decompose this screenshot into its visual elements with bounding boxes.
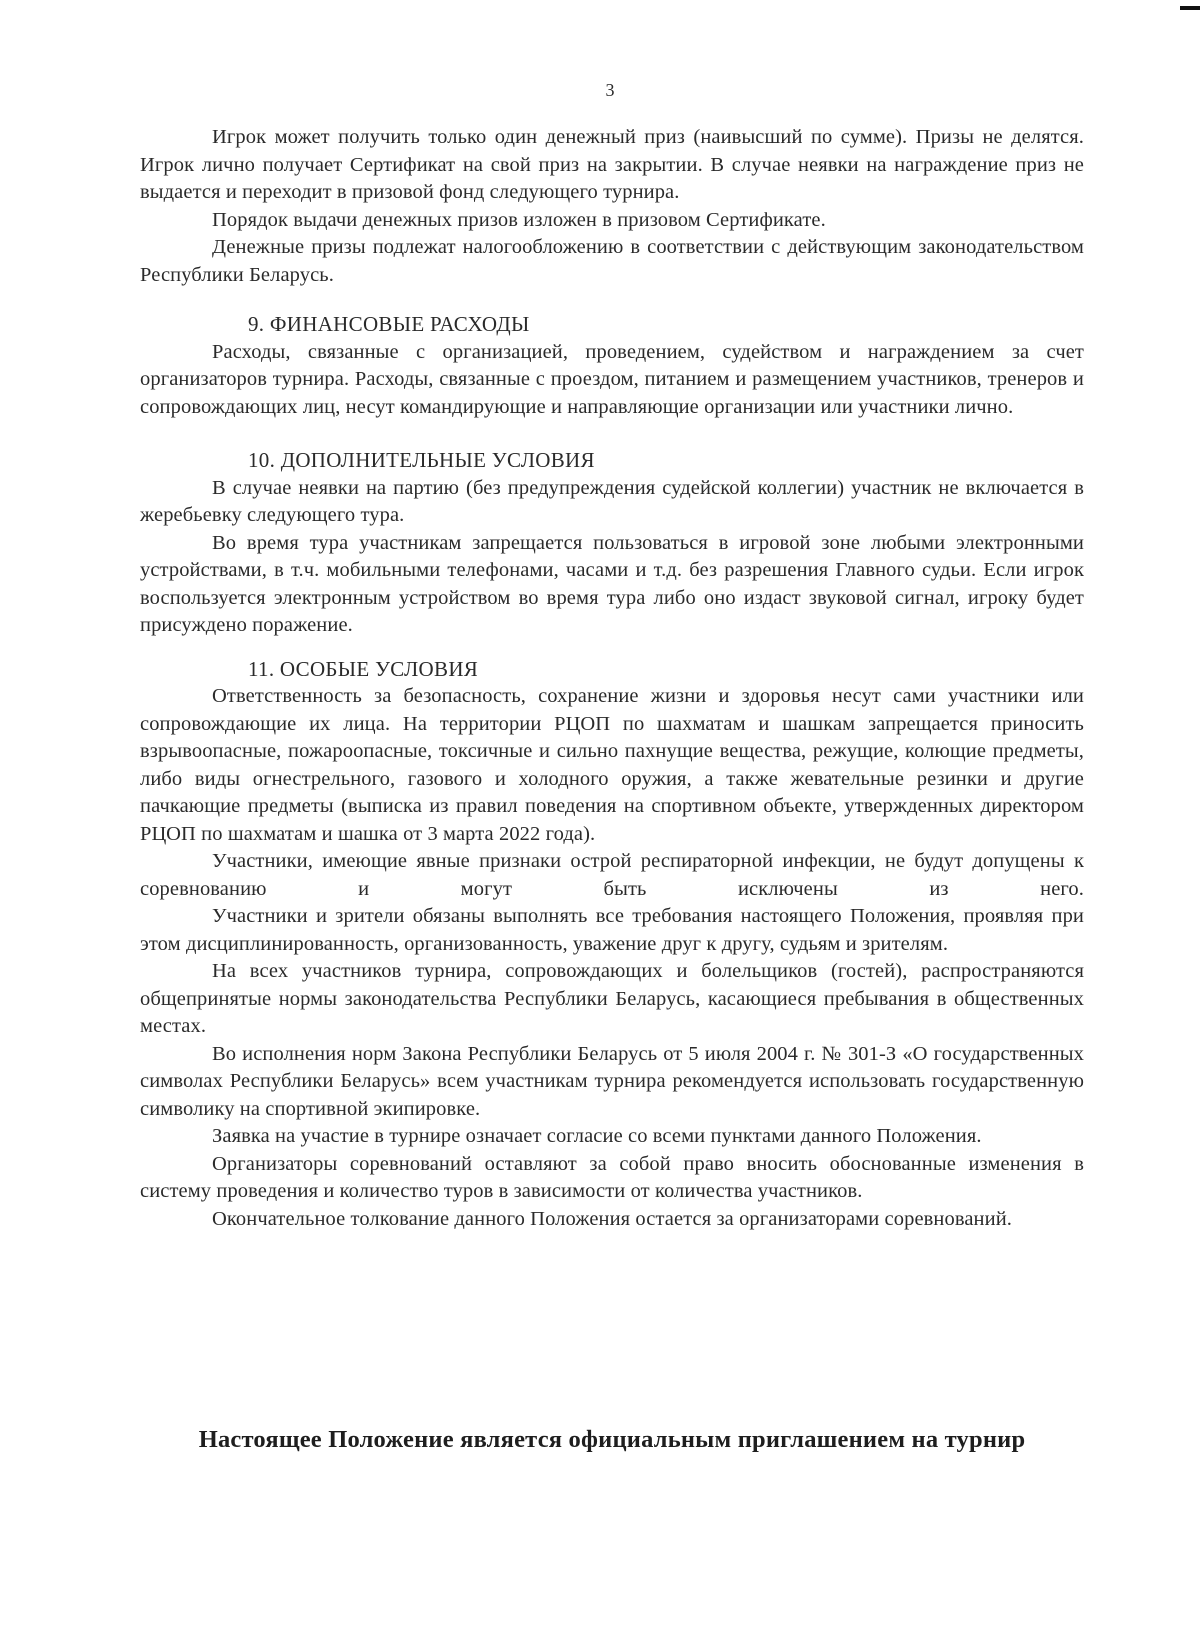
section-paragraph: Участники и зрители обязаны выполнять все требования настоящего Положения, проявляя при этом дисциплинированность, организованность, уважение друг к другу, судьям и зрителям. — [140, 905, 1084, 955]
section-paragraph: Участники, имеющие явные признаки острой респираторной инфекции, не будут допущены к соревнованию и могут быть исключены из него. — [140, 850, 1084, 900]
prize-rules — [140, 124, 1084, 289]
section-paragraph: Окончательное толкование данного Положения остается за организаторами соревнований. — [212, 1207, 1012, 1230]
closing-statement: Настоящее Положение является официальным приглашением на турнир — [198, 1426, 1026, 1453]
section-heading: 11. ОСОБЫЕ УСЛОВИЯ — [248, 656, 479, 681]
page-number: 3 — [605, 80, 615, 100]
section-paragraph: Заявка на участие в турнире означает согласие со всеми пунктами данного Положения. — [212, 1125, 982, 1147]
intro-paragraph: Порядок выдачи денежных призов изложен в призовом Сертификате. — [212, 208, 826, 231]
section-additional-conditions — [140, 447, 1084, 640]
section-paragraph: Во время тура участникам запрещается пользоваться в игровой зоне любыми электронными устройствами, в т.ч. мобильными телефонами, часами и т.д. без разрешения Главного судьи. Если игрок воспользуется электронным устройством во время тура либо оно издаст звуковой сигнал, игроку будет присуждено поражение. — [140, 531, 1084, 636]
section-financial-expenses — [140, 311, 1084, 421]
section-paragraph: На всех участников турнира, сопровождающих и болельщиков (гостей), распространяются общепринятые нормы законодательства Республики Беларусь, касающиеся пребывания в общественных местах. — [140, 960, 1084, 1037]
section-paragraph: Организаторы соревнований оставляют за собой право вносить обоснованные изменения в систему проведения и количество туров в зависимости от количества участников. — [140, 1152, 1084, 1202]
scan-edge-mark — [1180, 6, 1200, 10]
section-paragraph: Ответственность за безопасность, сохранение жизни и здоровья несут сами участники или сопровождающие их лица. На территории РЦОП по шахматам и шашкам запрещается приносить взрывоопасные, пожароопасные, токсичные и сильно пахнущие вещества, режущие, колющие предметы, либо виды огнестрельного, газового и холодного оружия, а также жевательные резинки и другие пачкающие предметы (выписка из правил поведения на спортивном объекте, утвержденных директором РЦОП по шахматам и шашка от 3 марта 2022 года). — [140, 685, 1084, 845]
section-heading: 9. ФИНАНСОВЫЕ РАСХОДЫ — [248, 312, 530, 336]
section-special-conditions — [140, 656, 1084, 1234]
section-paragraph: Во исполнения норм Закона Республики Беларусь от 5 июля 2004 г. № 301-З «О государственных символах Республики Беларусь» всем участникам турнира рекомендуется использовать государственную символику на спортивной экипировке. — [140, 1042, 1084, 1120]
intro-paragraph: Игрок может получить только один денежный приз (наивысший по сумме). Призы не делятся. Игрок лично получает Сертификат на свой приз на закрытии. В случае неявки на награждение приз не выдается и переходит в призовой фонд следующего турнира. — [140, 126, 1084, 203]
section-paragraph: В случае неявки на партию (без предупреждения судейской коллегии) участник не включается в жеребьевку следующего тура. — [140, 476, 1084, 526]
section-heading: 10. ДОПОЛНИТЕЛЬНЫЕ УСЛОВИЯ — [248, 448, 595, 472]
intro-paragraph: Денежные призы подлежат налогообложению в соответствии с действующим законодательством Республики Беларусь. — [140, 236, 1084, 286]
document-body — [140, 124, 1084, 1233]
section-paragraph: Расходы, связанные с организацией, проведением, судейством и награждением за счет организаторов турнира. Расходы, связанные с проездом, питанием и размещением участников, тренеров и сопровождающих лиц, несут командирующие и направляющие организации или участники лично. — [140, 340, 1084, 418]
